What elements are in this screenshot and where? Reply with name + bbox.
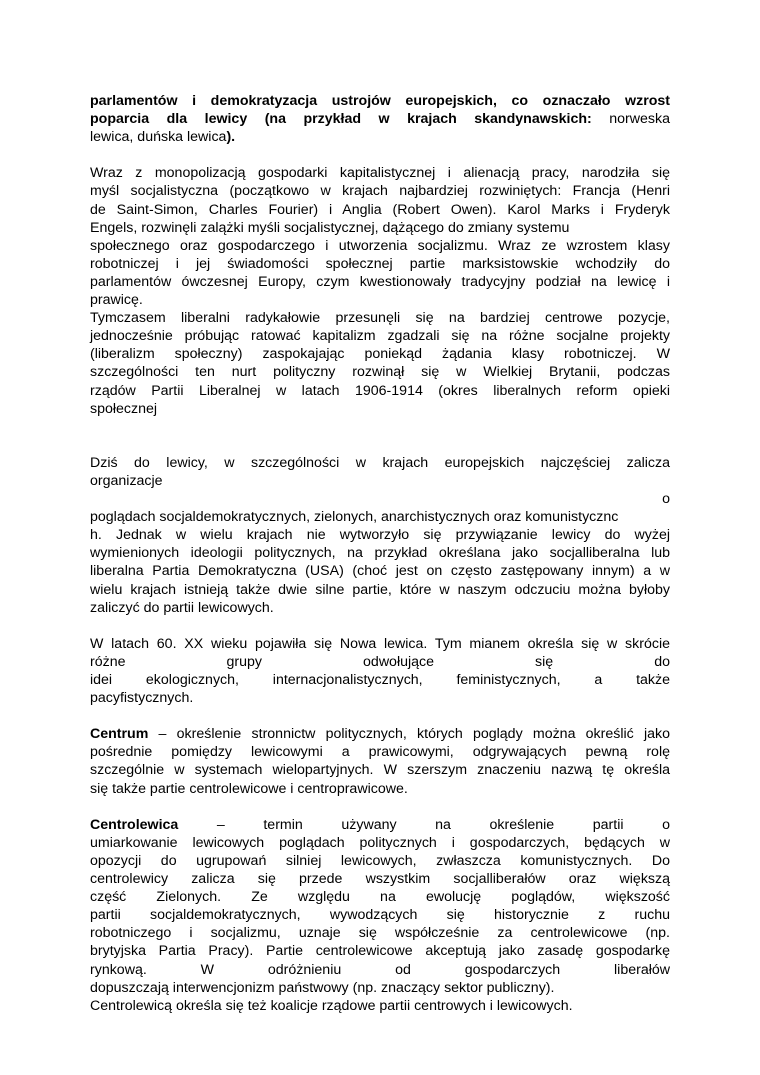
text-line: rządów Partii Liberalnej w latach 1906-1914 (okres liberalnych reform opieki <box>90 382 670 399</box>
text-line: jednocześnie próbując ratować kapitalizm zgadzali się na różne socjalne projekty <box>90 328 670 345</box>
text-line: liberalna Partia Demokratyczna (USA) (choć jest on często zastępowany innym) a w <box>90 563 670 580</box>
text-line: Centrolewica – termin używany na określenie partii o <box>90 816 670 833</box>
text-line: opozycji do ugrupowań silniej lewicowych, zwłaszcza komunistycznych. Do <box>90 852 670 869</box>
text-line: szczególnie w systemach wielopartyjnych. W szerszym znaczeniu nazwą tę określa <box>90 762 670 779</box>
text-line: organizacje <box>90 472 163 489</box>
text-line: Engels, rozwinęli zalążki myśli socjalistycznej, dążącego do zmiany systemu <box>90 219 570 236</box>
text-line: się także partie centrolewicowe i centroprawicowe. <box>90 780 408 797</box>
text-line: myśl socjalistyczna (początkowo w krajach najbardziej rozwiniętych: Francja (Henri <box>90 183 670 200</box>
text-line: poparcia dla lewicy (na przykład w krajach skandynawskich: norweska <box>90 111 670 128</box>
text-line: lewica, duńska lewica). <box>90 129 236 146</box>
document-page <box>90 92 670 1015</box>
paragraph-3 <box>90 309 670 418</box>
term-centrum: Centrum <box>90 726 149 743</box>
text-line: idei ekologicznych, internacjonalistycznych, feministycznych, a także <box>90 672 670 688</box>
text-line: część Zielonych. Ze względu na ewolucję poglądów, większość <box>90 889 670 906</box>
text-line: szczególności ten nurt polityczny rozwinął się w Wielkiej Brytanii, podczas <box>90 364 670 381</box>
text-line: pośrednie pomiędzy lewicowymi a prawicowymi, odgrywających pewną rolę <box>90 744 670 761</box>
text-line: zaliczyć do partii lewicowych. <box>90 599 274 616</box>
text-line: h. Jednak w wielu krajach nie wytworzyło się przywiązanie lewicy do wyżej <box>90 527 670 544</box>
text-line: robotniczej i jej świadomości społecznej partie marksistowskie wchodziły do <box>90 255 670 272</box>
text-line: pacyfistycznych. <box>90 690 194 707</box>
paragraph-5 <box>90 635 670 707</box>
text-line: centrolewicy zalicza się przede wszystkim socjalliberałów oraz większą <box>90 871 670 888</box>
text-line: Wraz z monopolizacją gospodarki kapitalistycznej i alienacją pracy, narodziła się <box>90 165 670 182</box>
text-line: społecznej <box>90 400 158 417</box>
text-line: Tymczasem liberalni radykałowie przesunęli się na bardziej centrowe pozycje, <box>90 310 670 327</box>
text-line: parlamentów ówczesnej Europy, czym kwestionowały tradycyjny podział na lewicę i <box>90 273 670 290</box>
text-line: (liberalizm społeczny) zaspokajając poniekąd żądania klasy robotniczej. W <box>90 346 670 363</box>
text-line: robotniczego i socjalizmu, uznaje się współcześnie za centrolewicowe (np. <box>90 925 670 942</box>
text-line: poglądach socjaldemokratycznych, zielonych, anarchistycznych oraz komunistycznc <box>90 509 619 526</box>
text-line: rynkową. W odróżnieniu od gospodarczych liberałów <box>90 961 670 978</box>
term-centrolewica: Centrolewica <box>90 816 179 833</box>
text-line: wielu krajach istnieją także dwie silne partie, które w naszym odczuciu można byłoby <box>90 581 670 598</box>
text-line: różne grupy odwołujące się do <box>90 653 670 670</box>
text-line: W latach 60. XX wieku pojawiła się Nowa lewica. Tym mianem określa się w skrócie <box>90 635 670 652</box>
text-line: Centrum – określenie stronnictw politycznych, których poglądy można określić jako <box>90 726 670 743</box>
text-line: partii socjaldemokratycznych, wywodzących się historycznie z ruchu <box>90 907 670 924</box>
text-line: umiarkowanie lewicowych poglądach politycznych i gospodarczych, będących w <box>90 834 670 851</box>
text-line: wymienionych ideologii politycznych, na przykład określana jako socjalliberalna lub <box>90 545 670 562</box>
text-line: parlamentów i demokratyzacja ustrojów europejskich, co oznaczało wzrost <box>90 93 670 109</box>
text-line: brytyjska Partia Pracy). Partie centrolewicowe akceptują jako zasadę gospodarkę <box>90 943 670 960</box>
paragraph-centrolewica <box>90 816 670 1015</box>
text-line: dopuszczają interwencjonizm państwowy (np. znaczący sektor publiczny). <box>90 979 555 996</box>
paragraph-2 <box>90 164 670 309</box>
text-line: o <box>662 491 670 508</box>
paragraph-1 <box>90 92 670 146</box>
text-line: prawicę. <box>90 292 143 309</box>
text-line: Centrolewicą określa się też koalicje rządowe partii centrowych i lewicowych. <box>90 997 573 1014</box>
paragraph-centrum <box>90 725 670 797</box>
text-line: de Saint-Simon, Charles Fourier) i Anglia (Robert Owen). Karol Marks i Fryderyk <box>90 201 670 218</box>
text-line: społecznego oraz gospodarczego i utworzenia socjalizmu. Wraz ze wzrostem klasy <box>90 237 670 254</box>
paragraph-4 <box>90 454 670 617</box>
text-line: Dziś do lewicy, w szczególności w krajach europejskich najczęściej zalicza <box>90 454 670 471</box>
